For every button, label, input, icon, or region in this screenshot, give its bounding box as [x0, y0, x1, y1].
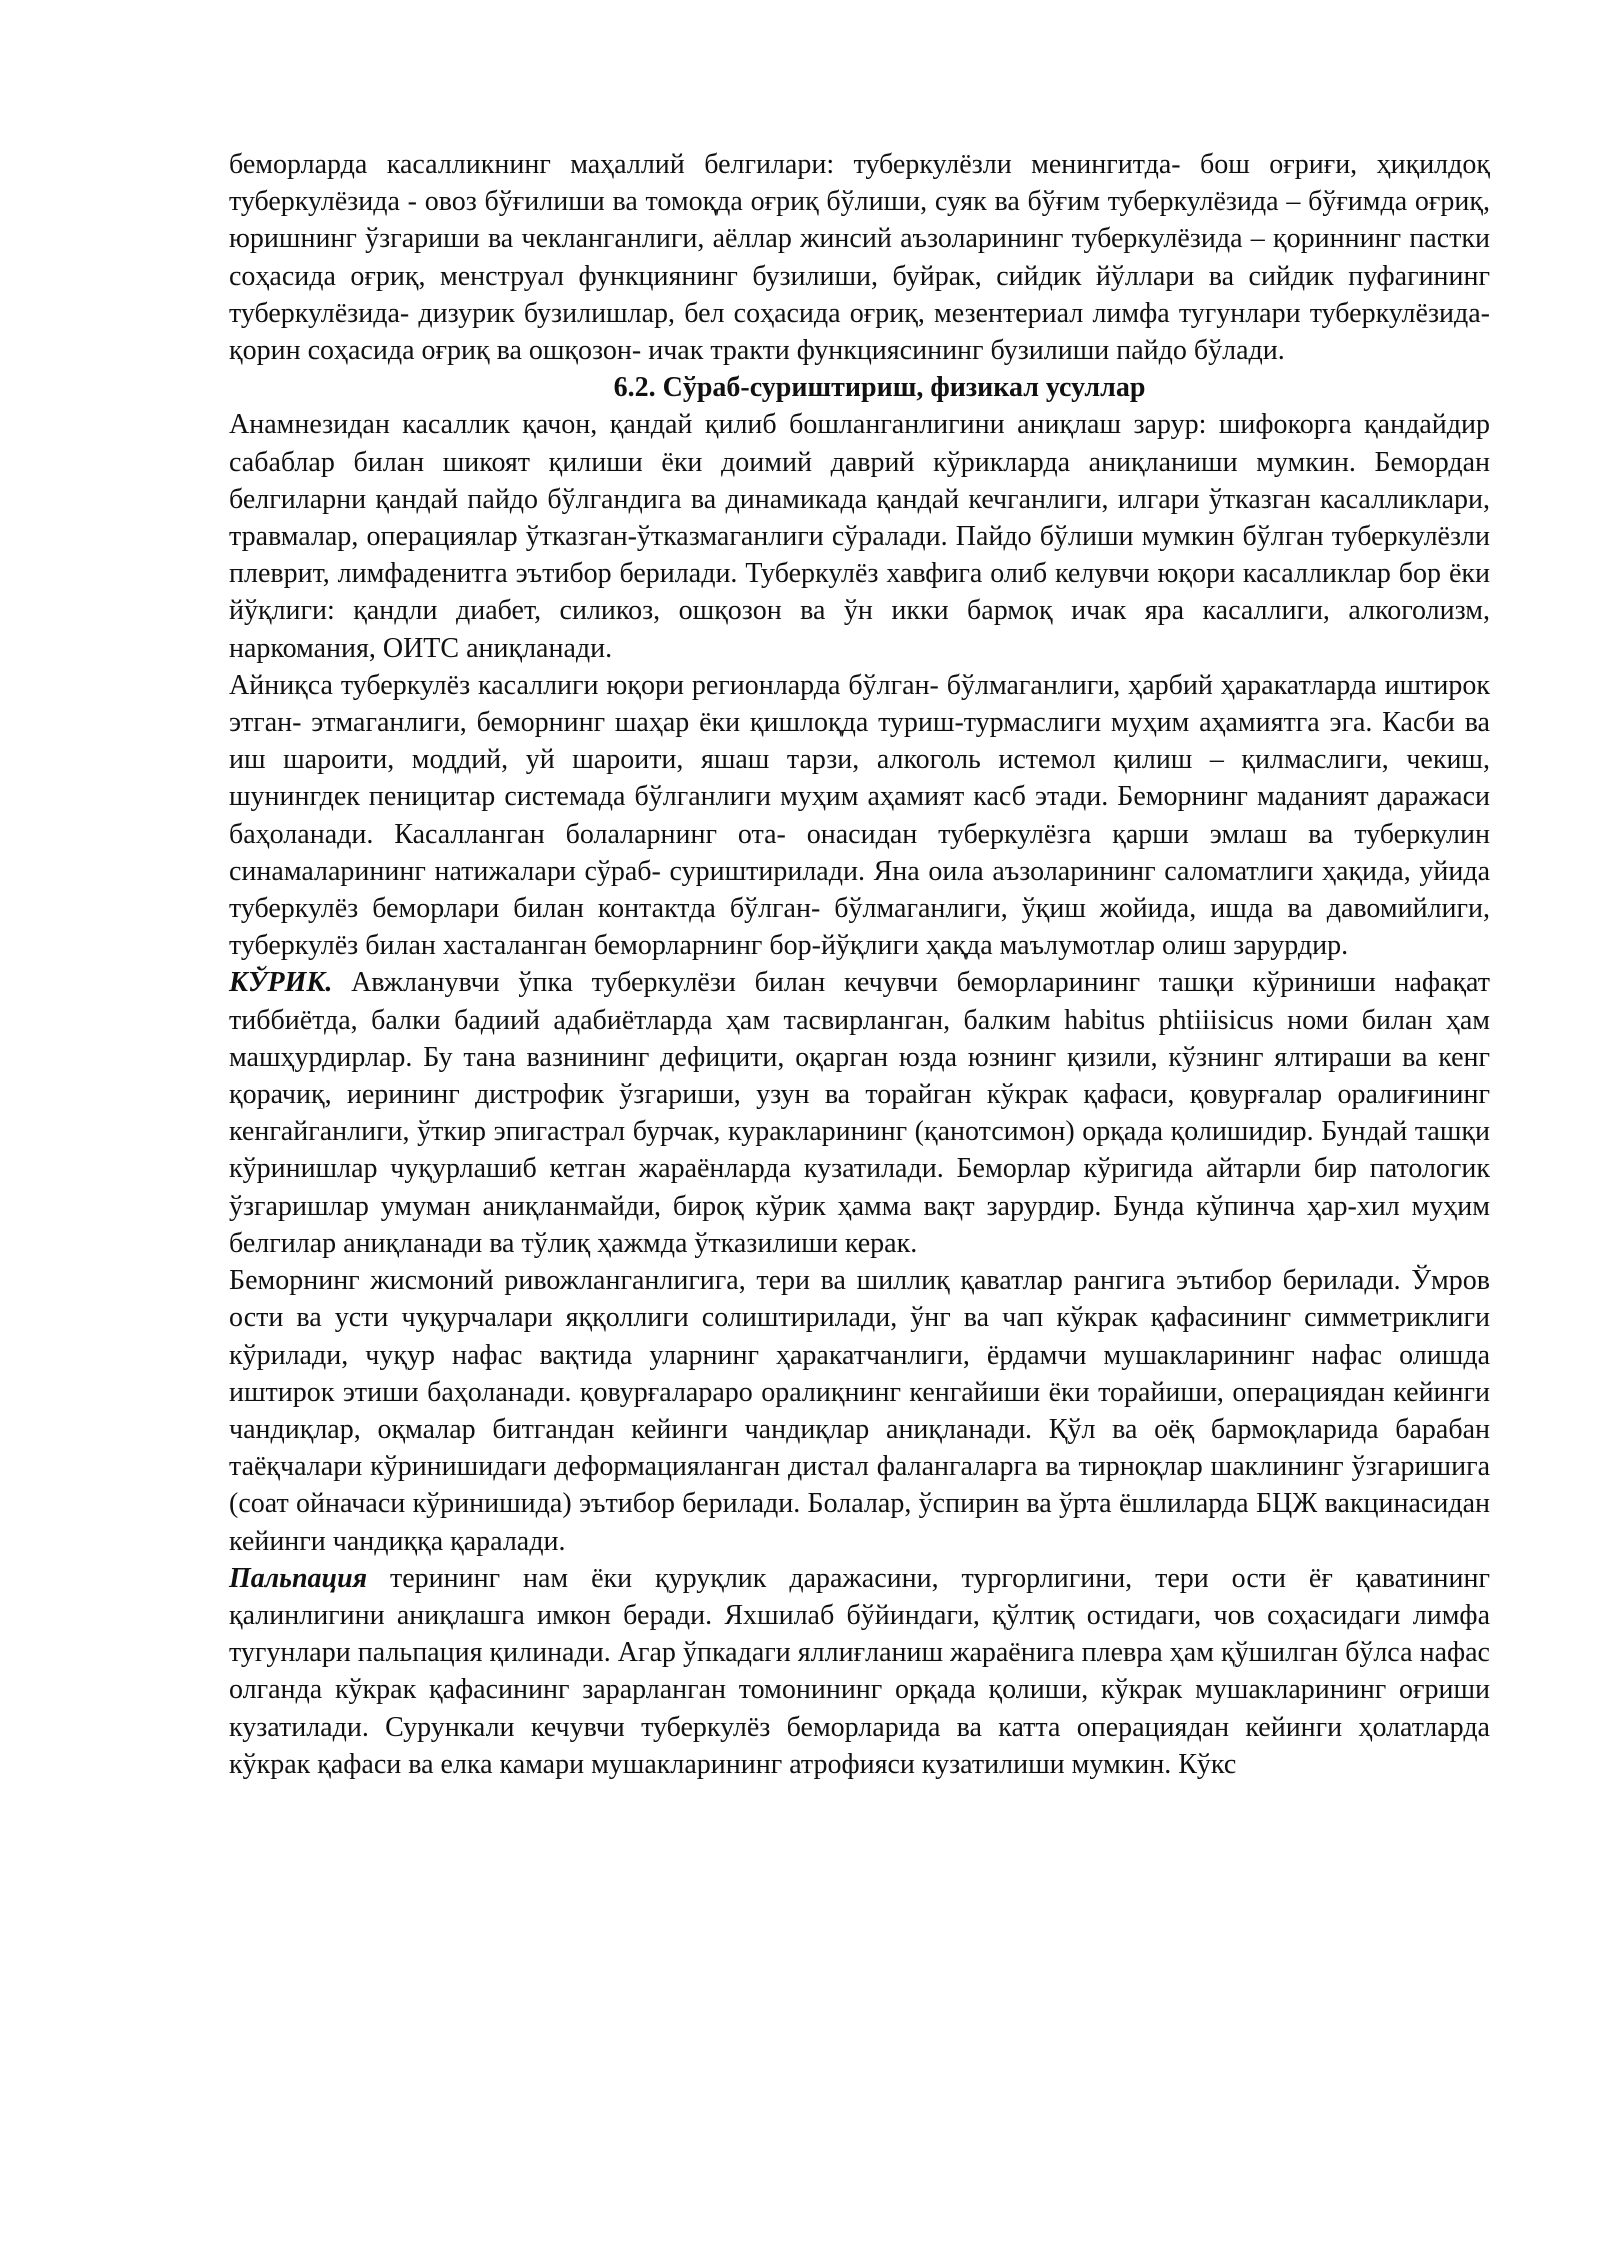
palpation-lead: Пальпация — [229, 1562, 368, 1594]
examination-paragraph — [229, 964, 1490, 1262]
physical-development-paragraph: Беморнинг жисмоний ривожланганлигига, тери ва шиллиқ қаватлар рангига эътибор берилади. Ўмров ости ва усти чуқурчалари яққоллиги солиштирилади, ўнг ва чап кўкрак қафасининг симметриклиги кўрилади, чуқур нафас вақтида уларнинг ҳаракатчанлиги, ёрдамчи мушакларининг нафас олишда иштирок этиши баҳоланади. қовурғалараро оралиқнинг кенгайиши ёки торайиши, операциядан кейинги чандиқлар, оқмалар битгандан кейинги чандиқлар аниқланади. Қўл ва оёқ бармоқларида барабан таёқчалари кўринишидаги деформацияланган дистал фалангаларга ва тирноқлар шаклининг ўзгаришига (соат ойначаси кўринишида) эътибор берилади. Болалар, ўспирин ва ўрта ёшлиларда БЦЖ вакцинасидан кейинги чандиққа қаралади. — [229, 1265, 1490, 1557]
examination-lead: КЎРИК. — [229, 967, 333, 999]
risk-factors-paragraph: Айниқса туберкулёз касаллиги юқори регионларда бўлган- бўлмаганлиги, ҳарбий ҳаракатларда иштирок этган- этмаганлиги, беморнинг шаҳар ёки қишлоқда туриш-турмаслиги муҳим аҳамиятга эга. Касби ва иш шароити, моддий, уй шароити, яшаш тарзи, алкоголь истемол қилиш – қилмаслиги, чекиш, шунингдек пеницитар системада бўлганлиги муҳим аҳамият касб этади. Беморнинг маданият даражаси баҳоланади. Касалланган болаларнинг ота- онасидан туберкулёзга қарши эмлаш ва туберкулин синамаларининг натижалари сўраб- суриштирилади. Яна оила аъзоларининг саломатлиги ҳақида, уйида туберкулёз беморлари билан контактда бўлган- бўлмаганлиги, ўқиш жойида, ишда ва давомийлиги, туберкулёз билан хасталанган беморларнинг бор-йўқлиги ҳақда маълумотлар олиш зарурдир. — [229, 669, 1490, 962]
document-page — [229, 146, 1490, 1783]
palpation-paragraph — [229, 1560, 1490, 1783]
examination-text: Авжланувчи ўпка туберкулёзи билан кечувчи беморларининг ташқи кўриниши нафақат тиббиётда, балки бадиий адабиётларда ҳам тасвирланган, балким habitus phtiiisicus номи билан ҳам машҳурдирлар. Бу тана вазнининг дефицити, оқарган юзда юзнинг қизили, кўзнинг ялтираши ва кенг қорачиқ, иерининг дистрофик ўзгариши, узун ва торайган кўкрак қафаси, қовурғалар оралиғининг кенгайганлиги, ўткир эпигастрал бурчак, куракларининг (қанотсимон) орқада қолишидир. Бундай ташқи кўринишлар чуқурлашиб кетган жараёнларда кузатилади. Беморлар кўригида айтарли бир патологик ўзгаришлар умуман аниқланмайди, бироқ кўрик ҳамма вақт зарурдир. Бунда кўпинча ҳар-хил муҳим белгилар аниқланади ва тўлиқ ҳажмда ўтказилиши керак. — [229, 967, 1490, 1259]
intro-paragraph: беморларда касалликнинг маҳаллий белгилари: туберкулёзли менингитда- бош оғриғи, ҳиқилдоқ туберкулёзида - овоз бўғилиши ва томоқда оғриқ бўлиши, суяк ва бўғим туберкулёзида – бўғимда оғриқ, юришнинг ўзгариши ва чекланганлиги, аёллар жинсий аъзоларининг туберкулёзида – қориннинг пастки соҳасида оғриқ, менструал функциянинг бузилиши, буйрак, сийдик йўллари ва сийдик пуфагининг туберкулёзида- дизурик бузилишлар, бел соҳасида оғриқ, мезентериал лимфа тугунлари туберкулёзида- қорин соҳасида оғриқ ва ошқозон- ичак тракти функциясининг бузилиши пайдо бўлади. — [229, 149, 1490, 367]
palpation-text: терининг нам ёки қуруқлик даражасини, тургорлигини, тери ости ёғ қаватининг қалинлигини аниқлашга имкон беради. Яхшилаб бўйиндаги, қўлтиқ остидаги, чов соҳасидаги лимфа тугунлари пальпация қилинади. Агар ўпкадаги яллиғланиш жараёнига плевра ҳам қўшилган бўлса нафас олганда кўкрак қафасининг зарарланган томонининг орқада қолиши, кўкрак мушакларининг оғриши кузатилади. Сурункали кечувчи туберкулёз беморларида ва катта операциядан кейинги ҳолатларда кўкрак қафаси ва елка камари мушакларининг атрофияси кузатилиши мумкин. Кўкс — [229, 1562, 1490, 1780]
anamnesis-paragraph: Анамнезидан касаллик қачон, қандай қилиб бошланганлигини аниқлаш зарур: шифокорга қандайдир сабаблар билан шикоят қилиши ёки доимий даврий кўрикларда аниқланиши мумкин. Бемордан белгиларни қандай пайдо бўлгандига ва динамикада қандай кечганлиги, илгари ўтказган касалликлари, травмалар, операциялар ўтказган-ўтказмаганлиги сўралади. Пайдо бўлиши мумкин бўлган туберкулёзли плеврит, лимфаденитга эътибор берилади. Туберкулёз хавфига олиб келувчи юқори касалликлар бор ёки йўқлиги: қандли диабет, силикоз, ошқозон ва ўн икки бармоқ ичак яра касаллиги, алкоголизм, наркомания, ОИТС аниқланади. — [229, 409, 1490, 664]
section-heading: 6.2. Сўраб-суриштириш, физикал усуллар — [613, 372, 1146, 404]
